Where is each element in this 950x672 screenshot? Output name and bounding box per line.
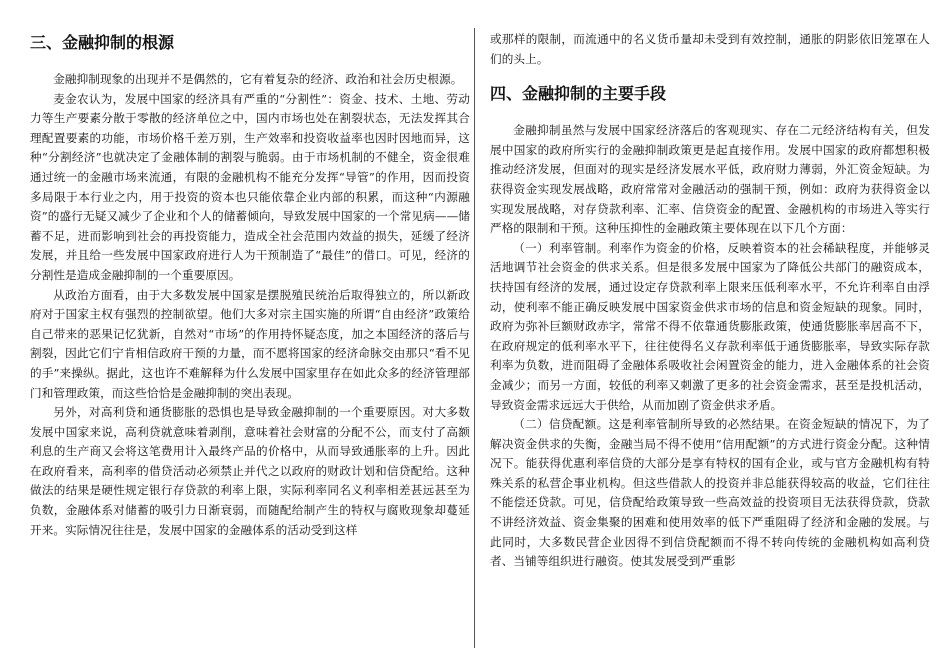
- paragraph: 麦金农认为，发展中国家的经济具有严重的“分割性”：资金、技术、土地、劳动力等生产要素分散于零散的经济单位之中，国内市场也处在割裂状态，无法发挥其合理配置要素的功能，市场价格千差万别，生产效率和投资收益率也因时因地而异，这种“分割经济”也就决定了金融体制的割裂与脆弱。由于市场机制的不健全，资金很难通过统一的金融市场来流通，有限的金融机构不能充分发挥“导管”的作用，因而投资多局限于本行业之内，用于投资的资本也只能依靠企业内部的积累，而这种“内源融资”的盛行无疑又减少了企业和个人的储蓄倾向，导致发展中国家的一个常见病——储蓄不足，进而影响到社会的再投资能力，造成全社会范围内效益的损失，延缓了经济发展，并且给一些发展中国家政府进行人为干预制造了“最佳”的借口。可见，经济的分割性是造成金融抑制的一个重要原因。: [30, 91, 470, 282]
- paragraph: 金融抑制现象的出现并不是偶然的，它有着复杂的经济、政治和社会历史根源。: [53, 72, 463, 86]
- paragraph: 另外，对高利贷和通货膨胀的恐惧也是导致金融抑制的一个重要原因。对大多数发展中国家来说，高利贷就意味着剥削，意味着社会财富的分配不公，而支付了高额利息的生产商又会将这笔费用计入最终产品的价格中，从而导致通胀率的上升。因此在政府看来，高利率的借贷活动必须禁止并代之以政府的财政计划和信贷配给。这种做法的结果是硬性规定银行存贷款的利率上限，实际利率同名义利率相差甚远甚至为负数，金融体系对储蓄的吸引力日渐衰弱，而随配给制产生的特权与腐败现象却蔓延开来。实际情况往往是，发展中国家的金融体系的活动受到这样: [30, 405, 470, 537]
- paragraph: （一）利率管制。利率作为资金的价格，反映着资本的社会稀缺程度，并能够灵活地调节社会资金的供求关系。但是很多发展中国家为了降低公共部门的融资成本，扶持国有经济的发展，通过设定存贷款利率上限来压低利率水平，不允许利率自由浮动，使利率不能正确反映发展中国家资金供求市场的信息和资金短缺的现象。同时，政府为弥补巨额财政赤字，常常不得不依靠通货膨胀政策，使通货膨胀率居高不下，在政府规定的低利率水平下，往往使得名义存款利率低于通货膨胀率，导致实际存款利率为负数，进而阻碍了金融体系吸收社会闲置资金的能力，进入金融体系的社会资金减少；而另一方面，较低的利率又刺激了更多的社会资金需求，甚至是投机活动，导致资金需求远远大于供给，从而加剧了资金供求矛盾。: [490, 240, 930, 412]
- column-divider: [474, 28, 475, 648]
- paragraph: 金融抑制虽然与发展中国家经济落后的客观现实、存在二元经济结构有关，但发展中国家的政府所实行的金融抑制政策更是起直接作用。发展中国家的政府都想积极推动经济发展，但面对的现实是经济发展水平低，政府财力薄弱，外汇资金短缺。为获得资金实现发展战略，政府常常对金融活动的强制干预，例如：政府为获得资金以实现发展战略，对存贷款利率、汇率、信贷资金的配置、金融机构的市场进入等实行严格的限制和干预。这种压抑性的金融政策主要体现在以下几个方面：: [490, 123, 930, 236]
- left-column: [30, 30, 470, 540]
- right-column: [490, 30, 930, 572]
- paragraph-continuation: 或那样的限制，而流通中的名义货币量却未受到有效控制，通胀的阴影依旧笼罩在人们的头上。: [490, 32, 930, 66]
- paragraph: （二）信贷配额。这是利率管制所导致的必然结果。在资金短缺的情况下，为了解决资金供求的失衡，金融当局不得不使用“信用配额”的方式进行资金分配。这种情况下。能获得优惠利率信贷的大部分是享有特权的国有企业，或与官方金融机构有特殊关系的私营企事业机构。但这些借款人的投资并非总能获得较高的收益，它们往往不能偿还贷款。可见，信贷配给政策导致一些高效益的投资项目无法获得贷款，贷款不讲经济效益、资金集聚的困难和使用效率的低下严重阻碍了经济和金融的发展。与此同时，大多数民营企业因得不到信贷配额而不得不转向传统的金融机构如高利贷者、当铺等组织进行融资。使其发展受到严重影: [490, 417, 930, 569]
- paragraph: 从政治方面看，由于大多数发展中国家是摆脱殖民统治后取得独立的，所以新政府对于国家主权有强烈的控制欲望。他们大多对宗主国实施的所谓“自由经济”政策给自己带来的恶果记忆犹新，自然对“市场”的作用持怀疑态度，加之本国经济的落后与割裂，因此它们宁肯相信政府干预的力量，而不愿将国家的经济命脉交由那只“看不见的手”来操纵。据此，这也许不难解释为什么发展中国家里存在如此众多的经济管理部门和管理政策，而这些恰恰是金融抑制的突出表现。: [30, 287, 470, 400]
- section-heading-4: 四、金融抑制的主要手段: [490, 84, 667, 104]
- section-heading-3: 三、金融抑制的根源: [30, 33, 175, 52]
